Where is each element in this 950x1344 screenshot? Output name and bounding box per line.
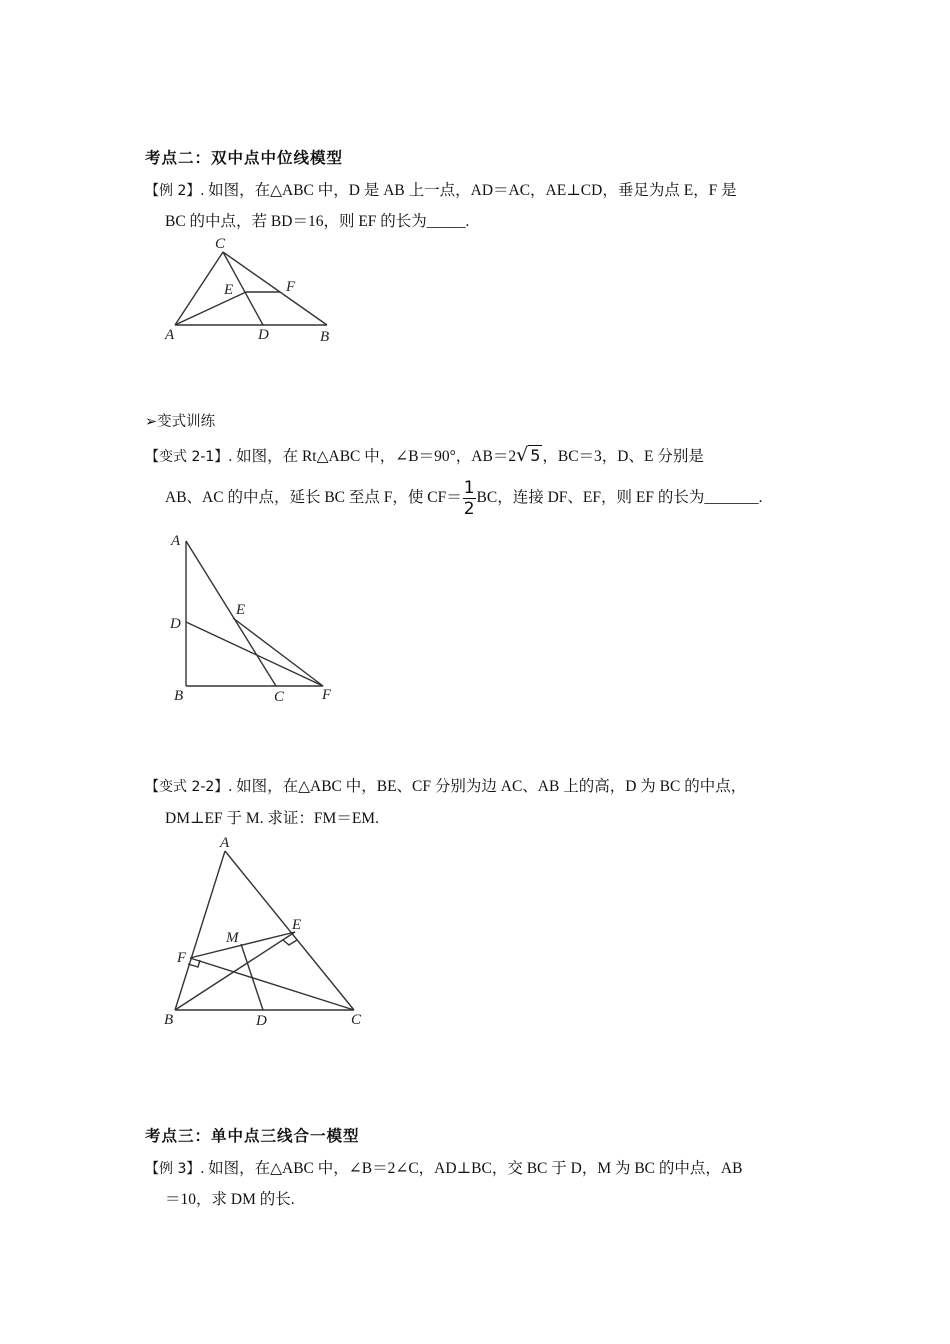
example-2-line-2: BC 的中点，若 BD＝16，则 EF 的长为_____. bbox=[165, 213, 470, 230]
label-c: C bbox=[215, 236, 226, 252]
label-a: A bbox=[165, 327, 175, 343]
example-2-tag: 【例 2】 bbox=[145, 183, 201, 199]
sqrt-radicand: 5 bbox=[530, 446, 541, 465]
practice-title: ➢变式训练 bbox=[145, 414, 216, 430]
example-3-tag: 【例 3】 bbox=[145, 1161, 201, 1177]
sqrt-symbol: √ 5 bbox=[516, 444, 541, 466]
label-d: D bbox=[256, 1013, 267, 1029]
label-a: A bbox=[220, 835, 230, 851]
label-d: D bbox=[258, 327, 269, 343]
variant-2-1-text-2b: BC，连接 DF、EF，则 EF 的长为_______. bbox=[476, 489, 763, 507]
label-b: B bbox=[164, 1012, 174, 1028]
variant-2-2-line-2: DM⊥EF 于 M. 求证：FM＝EM. bbox=[165, 810, 379, 827]
label-c: C bbox=[351, 1012, 362, 1028]
label-c: C bbox=[274, 689, 285, 705]
variant-2-1-text-1a: . 如图，在 Rt△ABC 中，∠B＝90°，AB＝2 bbox=[228, 448, 517, 465]
section-2-title: 考点二：双中点中位线模型 bbox=[145, 149, 344, 167]
seg-ab bbox=[175, 851, 225, 1010]
example-3-text-1: . 如图，在△ABC 中，∠B＝2∠C，AD⊥BC，交 BC 于 D，M 为 BC 的中点，AB bbox=[200, 1160, 743, 1177]
label-e: E bbox=[292, 917, 302, 933]
seg-fe bbox=[190, 932, 295, 958]
seg-ac bbox=[225, 851, 354, 1010]
label-m: M bbox=[226, 930, 239, 946]
variant-2-2-text-1: . 如图，在△ABC 中，BE、CF 分别为边 AC、AB 上的高，D 为 BC 的中点， bbox=[228, 778, 747, 795]
label-b: B bbox=[174, 688, 184, 704]
right-angle-mark-e bbox=[283, 940, 297, 945]
label-e: E bbox=[236, 602, 246, 618]
label-e: E bbox=[224, 282, 234, 298]
example-3-line-1 bbox=[145, 1156, 742, 1178]
seg-dm bbox=[241, 944, 263, 1010]
label-b: B bbox=[320, 329, 330, 345]
variant-2-2-tag: 【变式 2-2】 bbox=[145, 779, 229, 795]
fraction-denominator: 2 bbox=[463, 499, 475, 519]
label-f: F bbox=[177, 950, 187, 966]
fraction-numerator: 1 bbox=[463, 478, 475, 498]
label-a: A bbox=[171, 533, 181, 549]
variant-2-1-tag: 【变式 2-1】 bbox=[145, 449, 229, 465]
label-f: F bbox=[322, 687, 332, 703]
variant-2-1-text-1b: ，BC＝3，D、E 分别是 bbox=[542, 448, 704, 465]
example-2-text-1: . 如图，在△ABC 中，D 是 AB 上一点，AD＝AC，AE⊥CD，垂足为点 E，F 是 bbox=[200, 182, 737, 199]
label-d: D bbox=[170, 616, 181, 632]
example-3-line-2: ＝10，求 DM 的长. bbox=[165, 1191, 295, 1208]
section-3-title: 考点三：单中点三线合一模型 bbox=[145, 1127, 360, 1145]
variant-2-1-text-2a: AB、AC 的中点，延长 BC 至点 F，使 CF＝ bbox=[165, 489, 462, 507]
label-f: F bbox=[286, 279, 296, 295]
